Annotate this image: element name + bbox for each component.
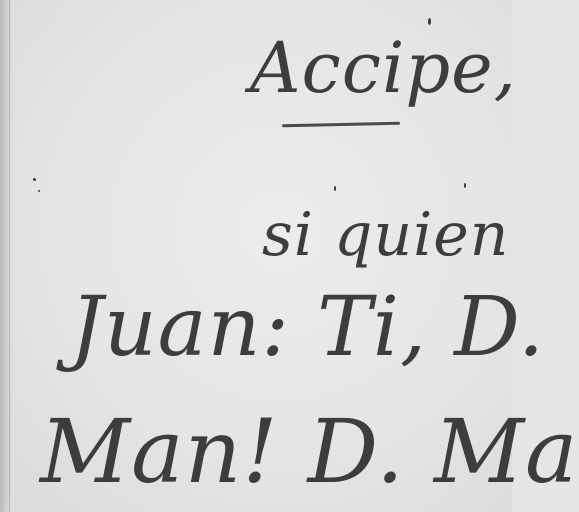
- ink-speck: [464, 183, 466, 188]
- handwritten-line-2: si quien: [262, 200, 510, 270]
- page-left-edge: [0, 0, 14, 512]
- ink-speck: [334, 186, 336, 191]
- ink-speck: [428, 18, 431, 25]
- handwritten-line-heading: Accipe,: [250, 27, 517, 109]
- handwritten-line-4: Man! D. Ma: [40, 400, 579, 503]
- ink-speck: [38, 190, 40, 192]
- heading-underline: [282, 122, 400, 127]
- page-crease: [9, 0, 10, 512]
- ink-speck: [33, 178, 36, 181]
- handwritten-line-3: Juan: Ti, D.: [70, 280, 546, 375]
